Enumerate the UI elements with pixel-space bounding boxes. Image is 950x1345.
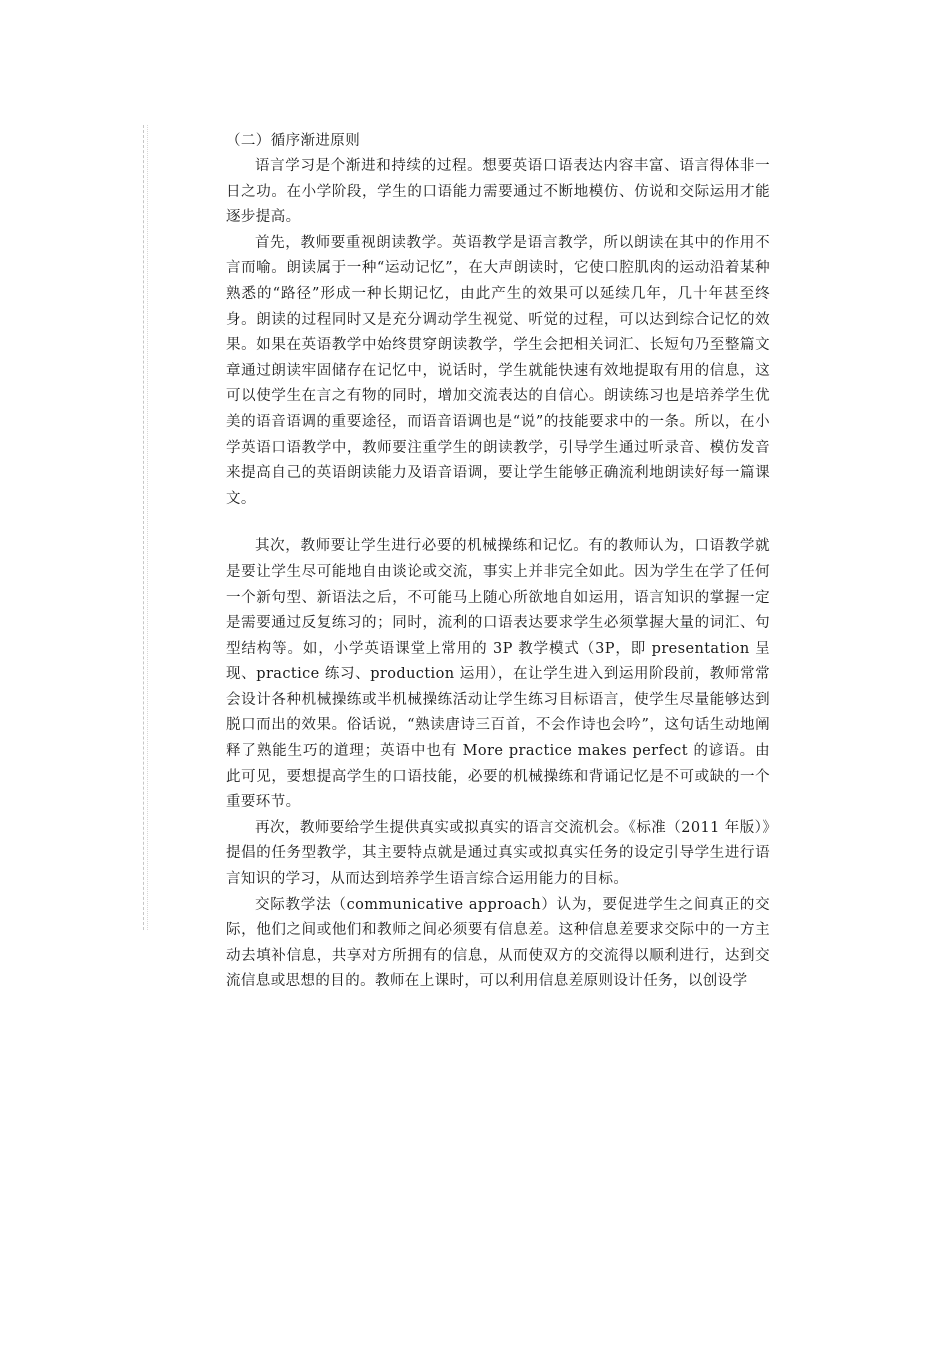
paragraph-reading: 首先，教师要重视朗读教学。英语教学是语言教学，所以朗读在其中的作用不言而喻。朗读属于一种“运动记忆”，在大声朗读时，它使口腔肌肉的运动沿着某种熟悉的“路径”形成一种长期记忆，由此产生的效果可以延续几年，几十年甚至终身。朗读的过程同时又是充分调动学生视觉、听觉的过程，可以达到综合记忆的效果。如果在英语教学中始终贯穿朗读教学，学生会把相关词汇、长短句乃至整篇文章通过朗读牢固储存在记忆中，说话时，学生就能快速有效地提取有用的信息，这可以使学生在言之有物的同时，增加交流表达的自信心。朗读练习也是培养学生优美的语音语调的重要途径，而语音语调也是“说”的技能要求中的一条。所以，在小学英语口语教学中，教师要注重学生的朗读教学，引导学生通过听录音、模仿发音来提高自己的英语朗读能力及语音语调，要让学生能够正确流利地朗读好每一篇课文。 [226, 234, 770, 507]
paragraph-communication: 再次，教师要给学生提供真实或拟真实的语言交流机会。《标准（2011 年版）》提倡的任务型教学，其主要特点就是通过真实或拟真实任务的设定引导学生进行语言知识的学习，从而达到培养学生语言综合运用能力的目标。 [226, 819, 770, 888]
paragraph-drill: 其次，教师要让学生进行必要的机械操练和记忆。有的教师认为，口语教学就是要让学生尽可能地自由谈论或交流，事实上并非完全如此。因为学生在学了任何一个新句型、新语法之后，不可能马上随心所欲地自如运用，语言知识的掌握一定是需要通过反复练习的；同时，流利的口语表达要求学生必须掌握大量的词汇、句型结构等。如，小学英语课堂上常用的 3P 教学模式（3P，即 presentation 呈现、practice 练习、production 运用），在让学生进入到运用阶段前，教师常常会设计各种机械操练或半机械操练活动让学生练习目标语言，使学生尽量能够达到脱口而出的效果。俗话说，“熟读唐诗三百首，不会作诗也会吟”，这句话生动地阐释了熟能生巧的道理；英语中也有 More practice makes perfect 的谚语。由此可见，要想提高学生的口语技能，必要的机械操练和背诵记忆是不可或缺的一个重要环节。 [226, 538, 770, 811]
paragraph-gap [226, 512, 770, 534]
section-heading: （二）循序渐进原则 [226, 133, 361, 149]
paragraph-communicative-approach: 交际教学法（communicative approach）认为，要促进学生之间真正的交际，他们之间或他们和教师之间必须要有信息差。这种信息差要求交际中的一方主动去填补信息，共享对方所拥有的信息，从而使双方的交流得以顺利进行，达到交流信息或思想的目的。教师在上课时，可以利用信息差原则设计任务，以创设学 [226, 896, 770, 990]
scan-margin-marks [143, 125, 152, 930]
paragraph-intro: 语言学习是个渐进和持续的过程。想要英语口语表达内容丰富、语言得体非一日之功。在小学阶段，学生的口语能力需要通过不断地模仿、仿说和交际运用才能逐步提高。 [226, 158, 770, 226]
document-page [226, 130, 770, 995]
